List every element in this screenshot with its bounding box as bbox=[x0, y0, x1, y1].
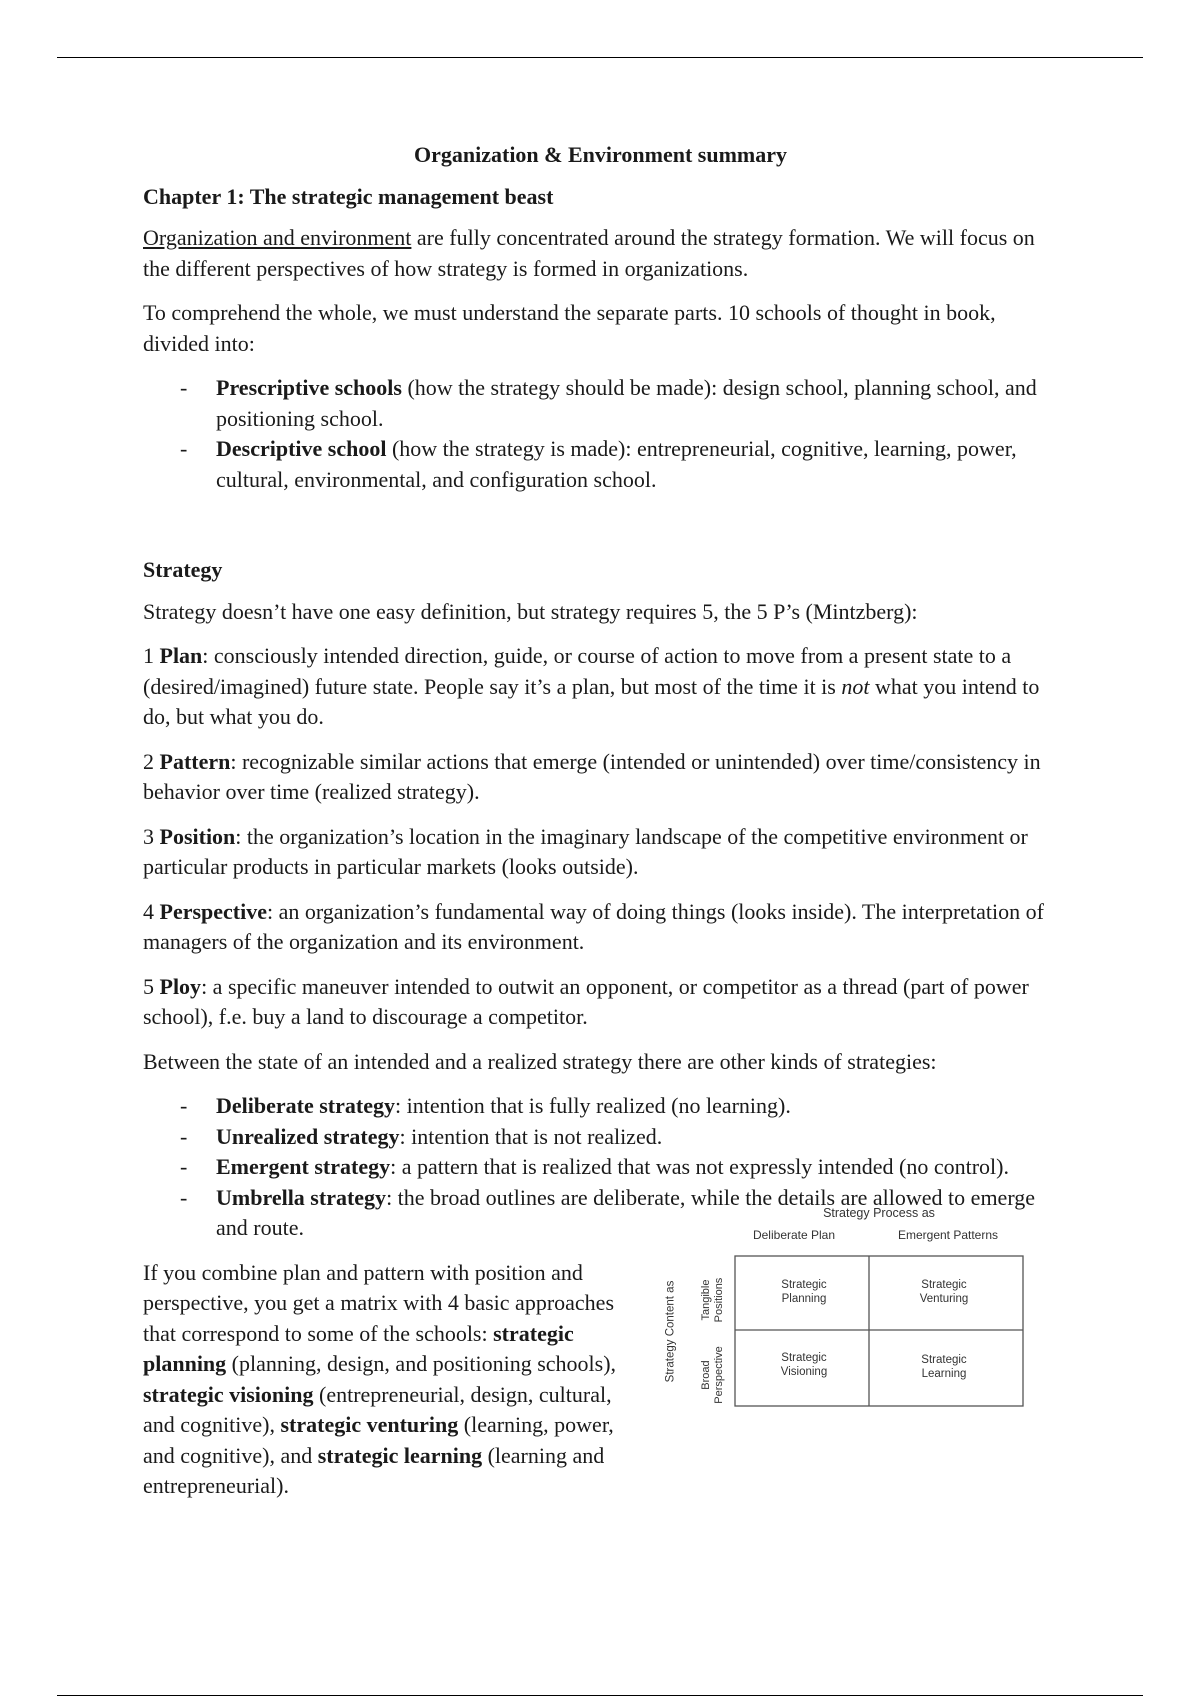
p-term: Pattern bbox=[159, 748, 231, 774]
p-number: 5 bbox=[143, 973, 160, 999]
matrix-term: strategic visioning bbox=[143, 1381, 314, 1407]
p-text: : the organization’s location in the imaginary landscape of the competitive environment or particular products in particular markets (looks outside). bbox=[143, 823, 1028, 879]
p-number: 1 bbox=[143, 643, 160, 668]
p-definition bbox=[143, 897, 1063, 958]
p-definition bbox=[143, 822, 1063, 883]
p-text: : a specific maneuver intended to outwit an opponent, or competitor as a thread (part of power school), f.e. buy a land to discourage a competitor. bbox=[143, 973, 1029, 1029]
matrix-text: If you combine plan and pattern with position and perspective, you get a matrix with 4 basic approaches that correspond to some of the schools: bbox=[143, 1259, 615, 1346]
figure-title: Strategy Process as bbox=[823, 1205, 935, 1220]
row-label-tangible: Tangible Positions bbox=[700, 1277, 725, 1322]
item-text: (how the strategy is made): entrepreneurial, cognitive, learning, power, cultural, environmental, and configuration school. bbox=[216, 436, 1017, 492]
p-term: Plan bbox=[159, 643, 203, 668]
p-number: 2 bbox=[143, 748, 160, 774]
col-label-emergent: Emergent Patterns bbox=[897, 1227, 999, 1242]
footer-rule bbox=[57, 1695, 1143, 1696]
item-term: Descriptive school bbox=[216, 436, 387, 461]
item-text: (how the strategy should be made): design school, planning school, and positioning school. bbox=[216, 375, 1037, 431]
item-text: : intention that is fully realized (no learning). bbox=[394, 1093, 791, 1118]
header-rule bbox=[57, 57, 1143, 58]
matrix-text: (planning, design, and positioning schools), bbox=[226, 1351, 617, 1376]
strategy-intro: Strategy doesn’t have one easy definition, but strategy requires 5, the 5 P’s (Mintzberg): bbox=[143, 598, 918, 624]
cell-strategic-visioning: Strategic Visioning bbox=[780, 1351, 828, 1378]
p-term: Ploy bbox=[159, 973, 202, 999]
item-term: Deliberate strategy bbox=[216, 1093, 395, 1118]
strategy-heading: Strategy bbox=[143, 557, 223, 582]
p-definition bbox=[143, 747, 1063, 808]
chapter-heading: Chapter 1: The strategic management beast bbox=[143, 183, 554, 209]
schools-list bbox=[143, 373, 1063, 495]
list-item bbox=[216, 1152, 1063, 1183]
matrix-term: strategic planning bbox=[143, 1320, 574, 1376]
intro-underlined: Organization and environment bbox=[143, 225, 412, 250]
p-term: Perspective bbox=[159, 898, 267, 924]
item-text: : the broad outlines are deliberate, while the details are allowed to emerge and route. bbox=[216, 1184, 1036, 1240]
cell-strategic-learning: Strategic Learning bbox=[921, 1353, 967, 1380]
list-item bbox=[216, 373, 1063, 434]
p-term: Position bbox=[159, 823, 236, 849]
cell-strategic-planning: Strategic Planning bbox=[781, 1278, 827, 1305]
matrix-text: (learning, power, and cognitive), and bbox=[143, 1412, 614, 1468]
intro-paragraph bbox=[143, 223, 1063, 284]
matrix-text: (learning and entrepreneurial). bbox=[143, 1442, 605, 1498]
schools-intro: To comprehend the whole, we must understand the separate parts. 10 schools of thought in book, divided into: bbox=[143, 300, 996, 356]
p-emphasis: not bbox=[841, 673, 870, 699]
p-definition bbox=[143, 972, 1063, 1033]
p-text: : an organization’s fundamental way of doing things (looks inside). The interpretation of managers of the organization and its environment. bbox=[143, 898, 1044, 954]
row-axis-label: Strategy Content as bbox=[664, 1280, 677, 1382]
kinds-intro: Between the state of an intended and a realized strategy there are other kinds of strategies: bbox=[143, 1048, 937, 1074]
item-term: Emergent strategy bbox=[216, 1154, 391, 1179]
matrix-term: strategic learning bbox=[317, 1442, 483, 1468]
row-label-broad: Broad Perspective bbox=[700, 1345, 725, 1404]
item-text: : a pattern that is realized that was not expressly intended (no control). bbox=[390, 1154, 1009, 1179]
p-text: : recognizable similar actions that emerge (intended or unintended) over time/consistency in behavior over time (realized strategy). bbox=[143, 748, 1041, 804]
item-term: Unrealized strategy bbox=[216, 1123, 400, 1149]
p-number: 3 bbox=[143, 823, 160, 849]
intro-text: are fully concentrated around the strategy formation. We will focus on the different perspectives of how strategy is formed in organizations. bbox=[143, 225, 1035, 281]
p-number: 4 bbox=[143, 898, 160, 924]
cell-strategic-venturing: Strategic Venturing bbox=[919, 1278, 969, 1305]
matrix-term: strategic venturing bbox=[280, 1412, 459, 1437]
document-title: Organization & Environment summary bbox=[414, 142, 787, 167]
item-term: Prescriptive schools bbox=[216, 375, 402, 400]
list-item bbox=[216, 1122, 1063, 1153]
document-body bbox=[143, 140, 1063, 1516]
strategy-matrix-figure bbox=[659, 1206, 1059, 1426]
col-label-deliberate: Deliberate Plan bbox=[752, 1227, 836, 1242]
matrix-text: (entrepreneurial, design, cultural, and cognitive), bbox=[143, 1381, 612, 1437]
list-item bbox=[216, 1091, 1063, 1122]
list-item bbox=[216, 434, 1063, 495]
p-text-end: what you intend to do, but what you do. bbox=[143, 673, 1040, 729]
p-definition bbox=[143, 641, 1063, 733]
p-text: : consciously intended direction, guide, or course of action to move from a present state to a (desired/imagined) future state. People say it’s a plan, but most of the time it is bbox=[143, 643, 1012, 699]
item-text: : intention that is not realized. bbox=[399, 1123, 663, 1149]
item-term: Umbrella strategy bbox=[216, 1184, 387, 1210]
spacer bbox=[143, 495, 1063, 555]
